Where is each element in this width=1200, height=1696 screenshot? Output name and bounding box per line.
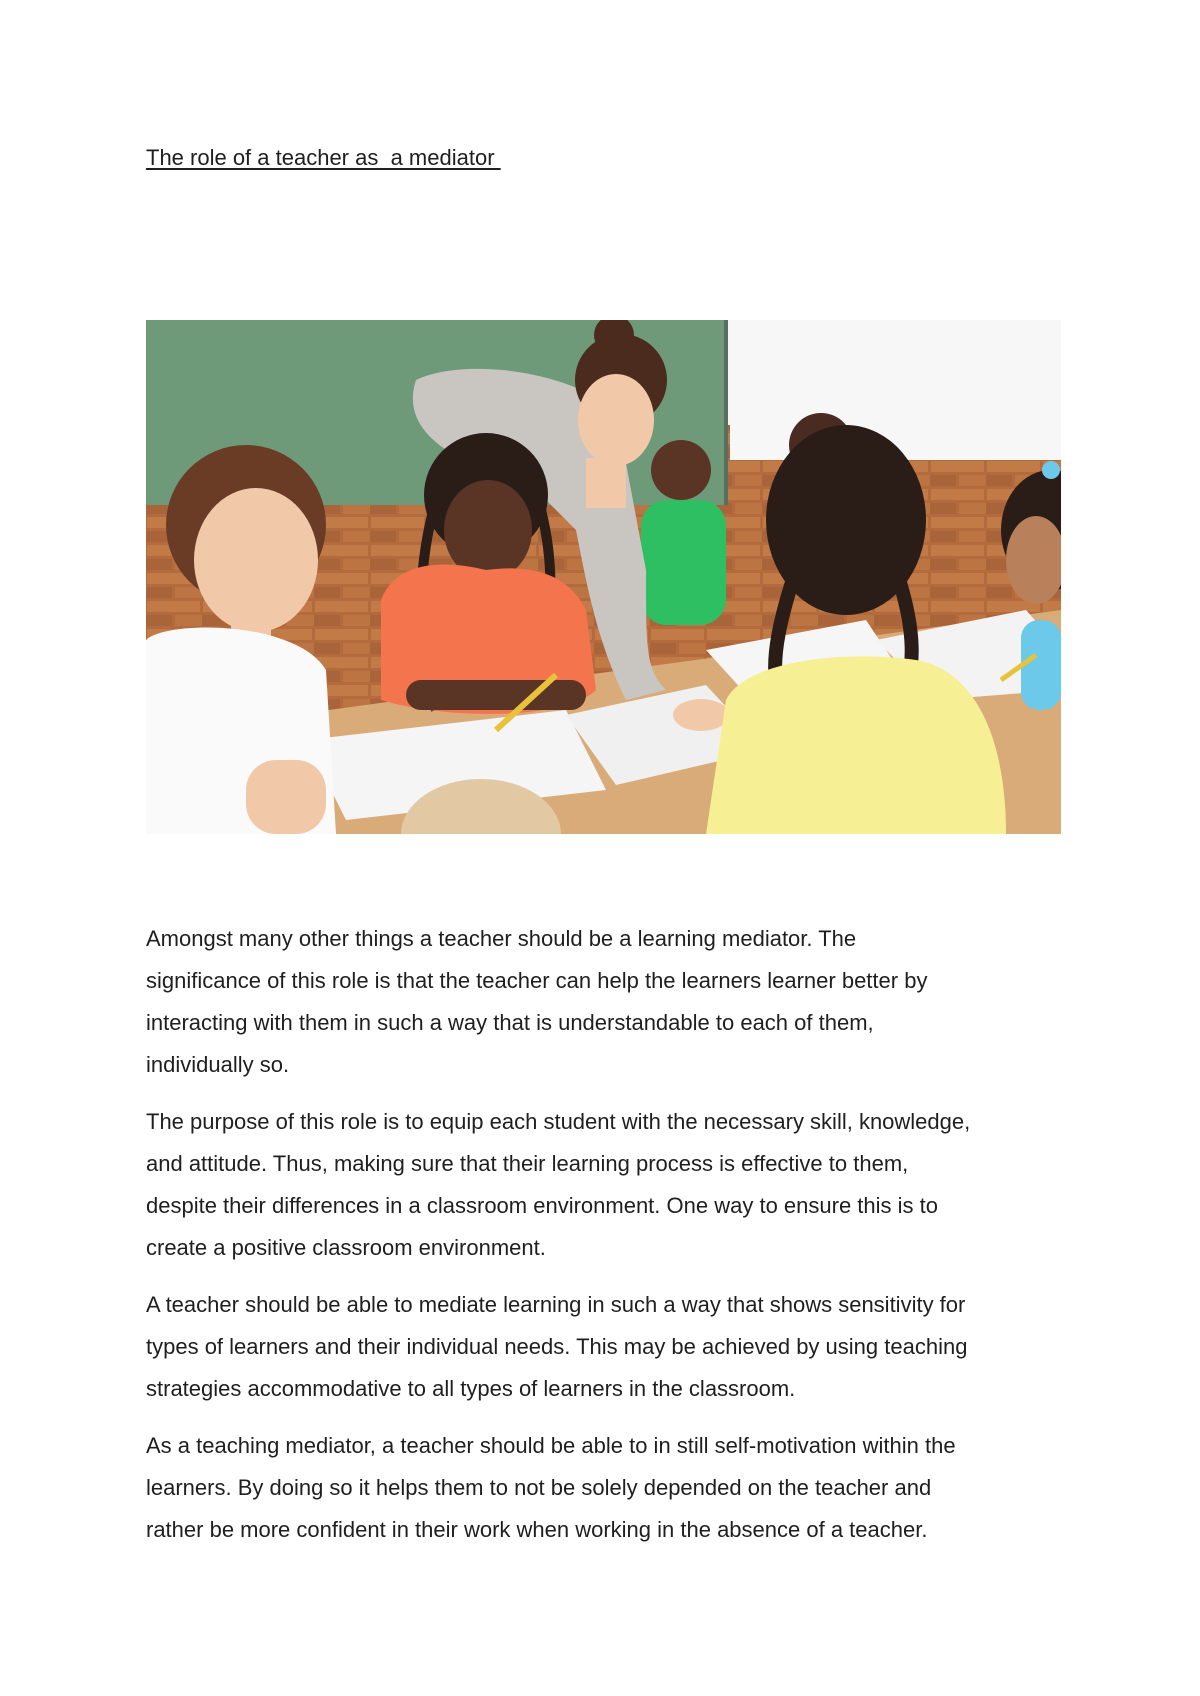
photo-whiteboard: [730, 320, 1061, 460]
paragraph-2: The purpose of this role is to equip each student with the necessary skill, knowledge, and attitude. Thus, making sure that their learning process is effective to them, despite their differences in a classroom environment. One way to ensure this is to create a positive classroom environment.: [146, 1109, 971, 1260]
paragraph-3: A teacher should be able to mediate learning in such a way that shows sensitivity for types of learners and their individual needs. This may be achieved by using teaching strategies accommodative to all types of learners in the classroom.: [146, 1292, 968, 1401]
paragraph-4: As a teaching mediator, a teacher should be able to in still self-motivation within the learners. By doing so it helps them to not be solely depended on the teacher and rather be more confident in their work when working in the absence of a teacher.: [146, 1433, 956, 1542]
document-body: [146, 918, 1071, 1566]
classroom-photo-icon: [146, 320, 1061, 834]
document-title: The role of a teacher as a mediator: [146, 145, 501, 170]
paragraph-1: Amongst many other things a teacher should be a learning mediator. The significance of this role is that the teacher can help the learners learner better by interacting with them in such a way that is understandable to each of them, individually so.: [146, 926, 928, 1077]
